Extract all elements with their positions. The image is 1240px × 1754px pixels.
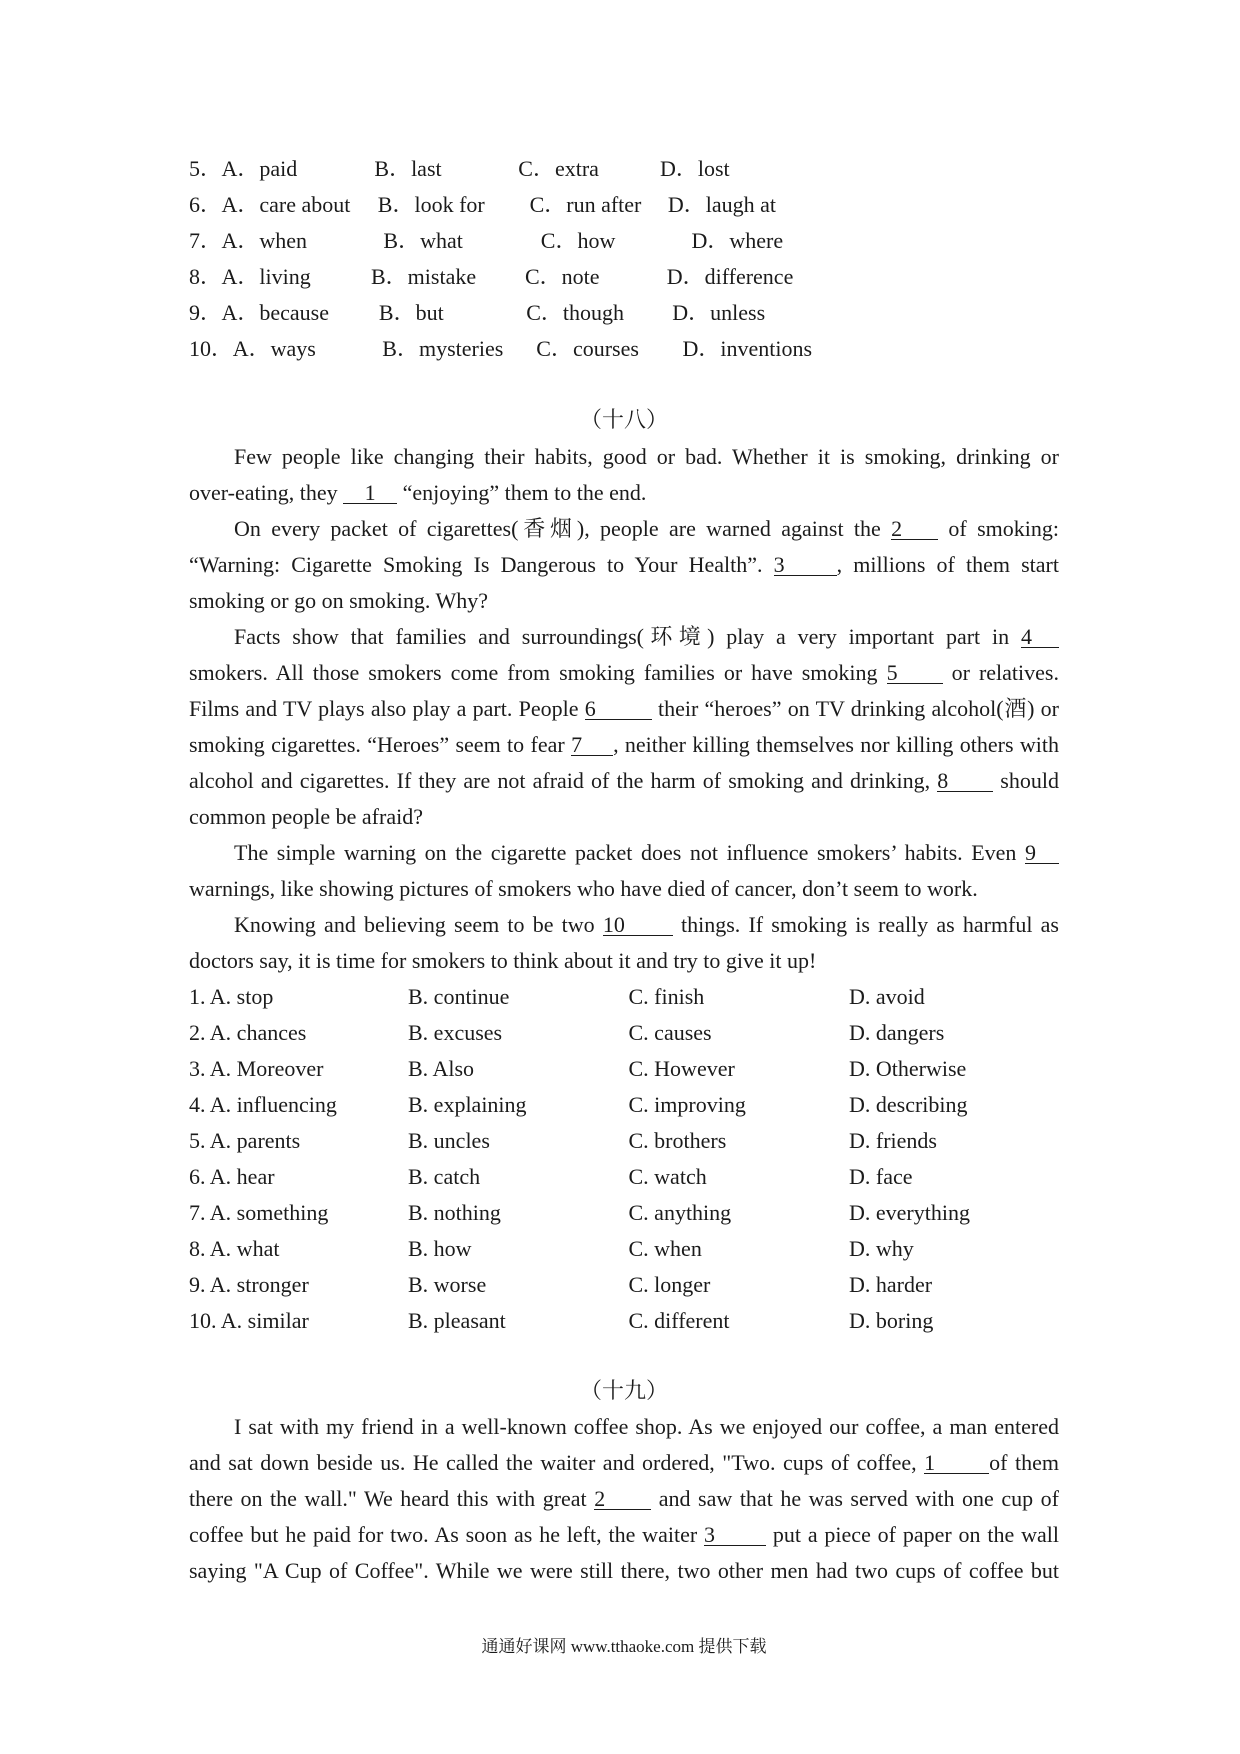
passage-line [189, 1409, 1059, 1445]
option-b: B．but [378, 300, 444, 325]
option-d-cell [849, 1303, 933, 1339]
question-number: 1. [189, 983, 206, 1009]
answer-blank: 2 [594, 1489, 651, 1510]
passage-line [189, 727, 1059, 763]
answer-blank: 2 [891, 519, 938, 540]
option-b: B．mistake [371, 264, 477, 289]
passage-text: I sat with my friend in a well-known coffee shop. As we enjoyed our coffee, a man entered [234, 1414, 1059, 1439]
option-b: B. uncles [408, 1127, 490, 1153]
passage-text: or relatives. [942, 659, 1059, 685]
option-c-cell [629, 1267, 711, 1303]
option-c-cell [629, 1051, 735, 1087]
passage-line [189, 583, 1059, 619]
question-row [189, 1267, 1059, 1303]
passage-text: over-eating, they [189, 479, 344, 505]
option-c: C．note [525, 264, 600, 289]
passage-line [189, 943, 1059, 979]
passage-line [189, 475, 1059, 511]
option-a: A. influencing [209, 1091, 337, 1117]
option-c: C．courses [536, 336, 639, 361]
option-c: C. different [628, 1307, 730, 1333]
option-c: C. anything [628, 1199, 732, 1225]
passage-text: The simple warning on the cigarette packet does not influence smokers’ habits. Even [234, 839, 1025, 865]
passage-line [189, 439, 1059, 475]
option-c: C. finish [628, 983, 705, 1009]
passage-text: , millions of them start [836, 551, 1059, 577]
option-b: B．what [383, 228, 463, 253]
option-a-cell [189, 979, 273, 1015]
option-b: B. continue [408, 983, 510, 1009]
option-b: B. excuses [408, 1019, 503, 1045]
question-number: 6． [189, 192, 223, 217]
question-number: 2. [189, 1019, 206, 1045]
passage-text: “enjoying” them to the end. [397, 479, 647, 505]
passage-line [189, 799, 1059, 835]
option-a: A. Moreover [209, 1055, 324, 1081]
option-b: B. nothing [408, 1199, 501, 1225]
answer-blank: 6 [585, 699, 652, 720]
question-row [189, 1231, 1059, 1267]
question-row [189, 1015, 1059, 1051]
option-a-cell [189, 1267, 309, 1303]
passage-line [189, 619, 1059, 655]
option-row [0, 151, 1240, 187]
section-heading-19: （十九） [579, 1378, 668, 1403]
question-number: 8. [189, 1235, 206, 1261]
answer-blank: 5 [887, 663, 943, 684]
option-c: C．extra [518, 156, 599, 181]
option-c-cell [629, 1303, 730, 1339]
option-a: A．living [221, 264, 311, 289]
option-a: A．because [221, 300, 330, 325]
option-d-cell [849, 1087, 968, 1123]
option-d: D．unless [672, 300, 766, 325]
passage-line [189, 511, 1059, 547]
option-d: D. Otherwise [849, 1055, 967, 1081]
passage-line [189, 1445, 1059, 1481]
option-b-cell [408, 1015, 502, 1051]
option-b-cell [408, 979, 509, 1015]
passage-text: things. If smoking is really as harmful as [672, 911, 1059, 937]
question-row [189, 1087, 1059, 1123]
option-d-cell [849, 1195, 970, 1231]
passage-line [189, 907, 1059, 943]
option-c: C．how [540, 228, 616, 253]
option-a-cell [189, 1123, 300, 1159]
question-number: 7. [189, 1199, 206, 1225]
option-a: A. similar [220, 1307, 309, 1333]
passage-text: their “heroes” on TV drinking alcohol(酒) or [651, 695, 1060, 721]
option-a: A．care about [221, 192, 351, 217]
option-b: B．mysteries [382, 336, 504, 361]
question-row [189, 1051, 1059, 1087]
passage-line [189, 835, 1059, 871]
question-number: 6. [189, 1163, 206, 1189]
passage-text: coffee but he paid for two. As soon as he left, the waiter [189, 1522, 705, 1547]
passage-text: there on the wall." We heard this with great [189, 1486, 595, 1511]
answer-blank: 8 [937, 771, 993, 792]
question-number: 9． [189, 300, 223, 325]
option-a: A. stop [209, 983, 274, 1009]
question-row [189, 1303, 1059, 1339]
answer-blank: 3 [774, 555, 837, 576]
answer-blank: 1 [924, 1453, 989, 1474]
passage-line [189, 547, 1059, 583]
option-a: A. chances [209, 1019, 307, 1045]
option-d-cell [849, 979, 925, 1015]
option-c: C．though [526, 300, 624, 325]
passage-19-text [189, 1409, 1059, 1589]
passage-text: Knowing and believing seem to be two [234, 911, 603, 937]
passage-line [189, 691, 1059, 727]
passage-text: “Warning: Cigarette Smoking Is Dangerous to Your Health”. [189, 551, 774, 577]
option-d: D．lost [660, 156, 730, 181]
option-d: D．laugh at [667, 192, 777, 217]
option-c: C. watch [628, 1163, 707, 1189]
option-c: C. improving [628, 1091, 746, 1117]
passage-line [189, 1553, 1059, 1589]
option-b: B．last [374, 156, 442, 181]
option-c-cell [629, 1231, 702, 1267]
option-b-cell [408, 1087, 527, 1123]
passage-text: smoking or go on smoking. Why? [189, 587, 489, 613]
passage-text: , neither killing themselves nor killing others with [613, 731, 1060, 757]
question-number: 9. [189, 1271, 206, 1297]
option-a-cell [189, 1195, 328, 1231]
option-c-cell [629, 979, 705, 1015]
answer-blank: 10 [603, 915, 673, 936]
question-number: 8． [189, 264, 223, 289]
passage-text: smokers. All those smokers come from smoking families or have smoking [189, 659, 887, 685]
option-b-cell [408, 1195, 501, 1231]
option-c: C. However [628, 1055, 735, 1081]
option-d: D. friends [849, 1127, 937, 1153]
passage-text: saying "A Cup of Coffee". While we were still there, two other men had two cups of coffee but [189, 1558, 1059, 1583]
option-c: C. longer [628, 1271, 711, 1297]
passage-text: doctors say, it is time for smokers to think about it and try to give it up! [189, 947, 817, 973]
passage-text: Few people like changing their habits, good or bad. Whether it is smoking, drinking or [234, 443, 1059, 469]
option-b: B．look for [377, 192, 485, 217]
option-d-cell [849, 1123, 937, 1159]
question-number: 5. [189, 1127, 206, 1153]
option-a-cell [189, 1015, 306, 1051]
option-a: A．ways [232, 336, 316, 361]
option-a: A. parents [209, 1127, 301, 1153]
passage-text: smoking cigarettes. “Heroes” seem to fear [189, 731, 572, 757]
passage-text: On every packet of cigarettes(香烟), people are warned against the [234, 515, 892, 541]
passage-line [189, 871, 1059, 907]
option-a-cell [189, 1231, 279, 1267]
question-row [189, 1159, 1059, 1195]
passage-text: alcohol and cigarettes. If they are not afraid of the harm of smoking and drinking, [189, 767, 938, 793]
passage-line [189, 1481, 1059, 1517]
passage-text: warnings, like showing pictures of smokers who have died of cancer, don’t seem to work. [189, 875, 978, 901]
passage-text: should [993, 767, 1059, 793]
passage-text: and sat down beside us. He called the waiter and ordered, "Two. cups of coffee, [189, 1450, 925, 1475]
option-a-cell [189, 1303, 309, 1339]
section-heading-18: （十八） [579, 407, 668, 432]
option-row [0, 187, 1240, 223]
passage-text: put a piece of paper on the wall [766, 1522, 1060, 1547]
option-c-cell [629, 1159, 707, 1195]
option-d: D．difference [666, 264, 794, 289]
option-b-cell [408, 1231, 472, 1267]
passage-line [189, 1517, 1059, 1553]
option-row [0, 259, 1240, 295]
option-a: A. something [209, 1199, 329, 1225]
option-d: D. everything [849, 1199, 970, 1225]
option-d: D. face [849, 1163, 913, 1189]
option-row [0, 331, 1240, 367]
option-a-cell [189, 1159, 275, 1195]
option-c: C．run after [529, 192, 642, 217]
option-b: B. how [408, 1235, 472, 1261]
option-b: B. Also [408, 1055, 475, 1081]
passage-18-options [189, 979, 1059, 1339]
option-d-cell [849, 1231, 914, 1267]
option-row [0, 223, 1240, 259]
passage-text: and saw that he was served with one cup of [651, 1486, 1059, 1511]
option-d: D. describing [849, 1091, 968, 1117]
passage-text: Films and TV plays also play a part. People [189, 695, 585, 721]
option-a: A. what [209, 1235, 280, 1261]
question-number: 10. [189, 1307, 217, 1333]
question-row [189, 1123, 1059, 1159]
answer-blank: 4 [1021, 627, 1059, 648]
passage-text: common people be afraid? [189, 803, 423, 829]
question-number: 7． [189, 228, 223, 253]
passage-line [189, 655, 1059, 691]
option-a-cell [189, 1051, 323, 1087]
option-d: D．inventions [682, 336, 813, 361]
option-a: A．when [221, 228, 308, 253]
option-d-cell [849, 1051, 966, 1087]
option-d: D. avoid [849, 983, 925, 1009]
previous-question-options [0, 151, 1240, 367]
passage-text: of smoking: [938, 515, 1059, 541]
question-number: 3. [189, 1055, 206, 1081]
option-d: D. dangers [849, 1019, 945, 1045]
option-a: A. hear [209, 1163, 275, 1189]
passage-text: of them [989, 1450, 1059, 1475]
option-c-cell [629, 1123, 727, 1159]
page-footer: 通通好课网 www.tthaoke.com 提供下载 [481, 1637, 767, 1656]
option-d-cell [849, 1267, 932, 1303]
option-b: B. catch [408, 1163, 481, 1189]
option-c-cell [629, 1015, 712, 1051]
option-b: B. pleasant [408, 1307, 506, 1333]
answer-blank: 1 [343, 483, 397, 504]
option-c-cell [629, 1195, 732, 1231]
option-b-cell [408, 1303, 506, 1339]
question-number: 10． [189, 336, 234, 361]
passage-text: Facts show that families and surroundings(环境) play a very important part in [234, 623, 1021, 649]
passage-line [189, 763, 1059, 799]
option-d-cell [849, 1159, 913, 1195]
option-d: D. harder [849, 1271, 933, 1297]
option-c: C. when [628, 1235, 702, 1261]
option-b-cell [408, 1267, 486, 1303]
answer-blank: 7 [571, 735, 613, 756]
question-number: 5． [189, 156, 223, 181]
answer-blank: 3 [704, 1525, 766, 1546]
passage-18-text [189, 439, 1059, 979]
option-c-cell [629, 1087, 746, 1123]
question-row [189, 1195, 1059, 1231]
option-d-cell [849, 1015, 944, 1051]
option-d: D. why [849, 1235, 914, 1261]
option-b-cell [408, 1123, 490, 1159]
option-b-cell [408, 1159, 480, 1195]
question-row [189, 979, 1059, 1015]
option-b: B. explaining [408, 1091, 527, 1117]
option-d: D．where [691, 228, 784, 253]
option-a-cell [189, 1087, 337, 1123]
option-c: C. brothers [628, 1127, 727, 1153]
question-number: 4. [189, 1091, 206, 1117]
option-b: B. worse [408, 1271, 487, 1297]
option-b-cell [408, 1051, 474, 1087]
answer-blank: 9 [1025, 843, 1059, 864]
option-a: A. stronger [209, 1271, 309, 1297]
option-row [0, 295, 1240, 331]
option-a: A．paid [221, 156, 298, 181]
option-d: D. boring [849, 1307, 934, 1333]
option-c: C. causes [628, 1019, 712, 1045]
